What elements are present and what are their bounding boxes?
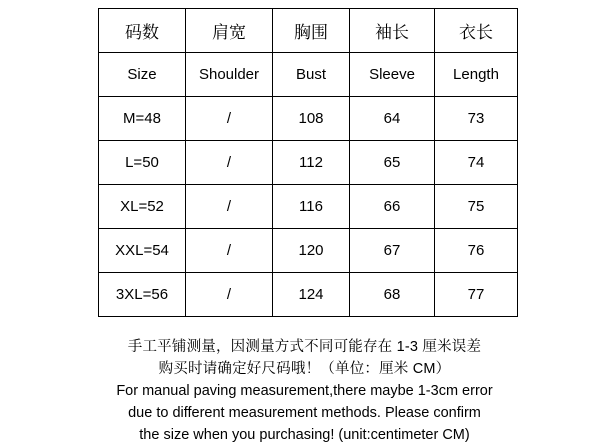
cell-shoulder: / <box>186 97 273 141</box>
cell-size: XXL=54 <box>99 229 186 273</box>
measurement-notes <box>0 336 609 446</box>
table-row <box>99 185 518 229</box>
column-header-cn-length: 衣长 <box>435 9 518 53</box>
note-cn-line-1: 手工平铺测量，因测量方式不同可能存在 1-3 厘米误差 <box>127 339 482 355</box>
column-header-en-shoulder: Shoulder <box>186 53 273 97</box>
note-en-line-3: the size when you purchasing! (unit:centimeter CM) <box>139 427 470 443</box>
table-row <box>99 229 518 273</box>
size-table-container <box>98 8 512 317</box>
cell-length: 74 <box>435 141 518 185</box>
note-cn-line-2: 购买时请确定好尺码哦！（单位：厘米 CM） <box>158 361 451 377</box>
size-table <box>98 8 518 317</box>
note-en-line-2: due to different measurement methods. Please confirm <box>128 405 481 421</box>
column-header-cn-size: 码数 <box>99 9 186 53</box>
table-header-row-cn <box>99 9 518 53</box>
cell-size: 3XL=56 <box>99 273 186 317</box>
cell-bust: 124 <box>273 273 350 317</box>
cell-sleeve: 68 <box>350 273 435 317</box>
table-row <box>99 273 518 317</box>
column-header-cn-bust: 胸围 <box>273 9 350 53</box>
column-header-en-bust: Bust <box>273 53 350 97</box>
cell-shoulder: / <box>186 273 273 317</box>
cell-sleeve: 65 <box>350 141 435 185</box>
cell-size: L=50 <box>99 141 186 185</box>
column-header-en-sleeve: Sleeve <box>350 53 435 97</box>
table-row <box>99 97 518 141</box>
column-header-cn-sleeve: 袖长 <box>350 9 435 53</box>
cell-length: 75 <box>435 185 518 229</box>
table-row <box>99 141 518 185</box>
cell-shoulder: / <box>186 229 273 273</box>
cell-bust: 112 <box>273 141 350 185</box>
column-header-en-length: Length <box>435 53 518 97</box>
note-en-line-1: For manual paving measurement,there maybe 1-3cm error <box>116 383 493 399</box>
cell-sleeve: 64 <box>350 97 435 141</box>
cell-sleeve: 67 <box>350 229 435 273</box>
cell-length: 76 <box>435 229 518 273</box>
column-header-cn-shoulder: 肩宽 <box>186 9 273 53</box>
column-header-en-size: Size <box>99 53 186 97</box>
cell-length: 77 <box>435 273 518 317</box>
cell-length: 73 <box>435 97 518 141</box>
table-header-row-en <box>99 53 518 97</box>
cell-bust: 116 <box>273 185 350 229</box>
cell-shoulder: / <box>186 141 273 185</box>
cell-size: XL=52 <box>99 185 186 229</box>
cell-sleeve: 66 <box>350 185 435 229</box>
cell-shoulder: / <box>186 185 273 229</box>
cell-bust: 108 <box>273 97 350 141</box>
cell-size: M=48 <box>99 97 186 141</box>
cell-bust: 120 <box>273 229 350 273</box>
